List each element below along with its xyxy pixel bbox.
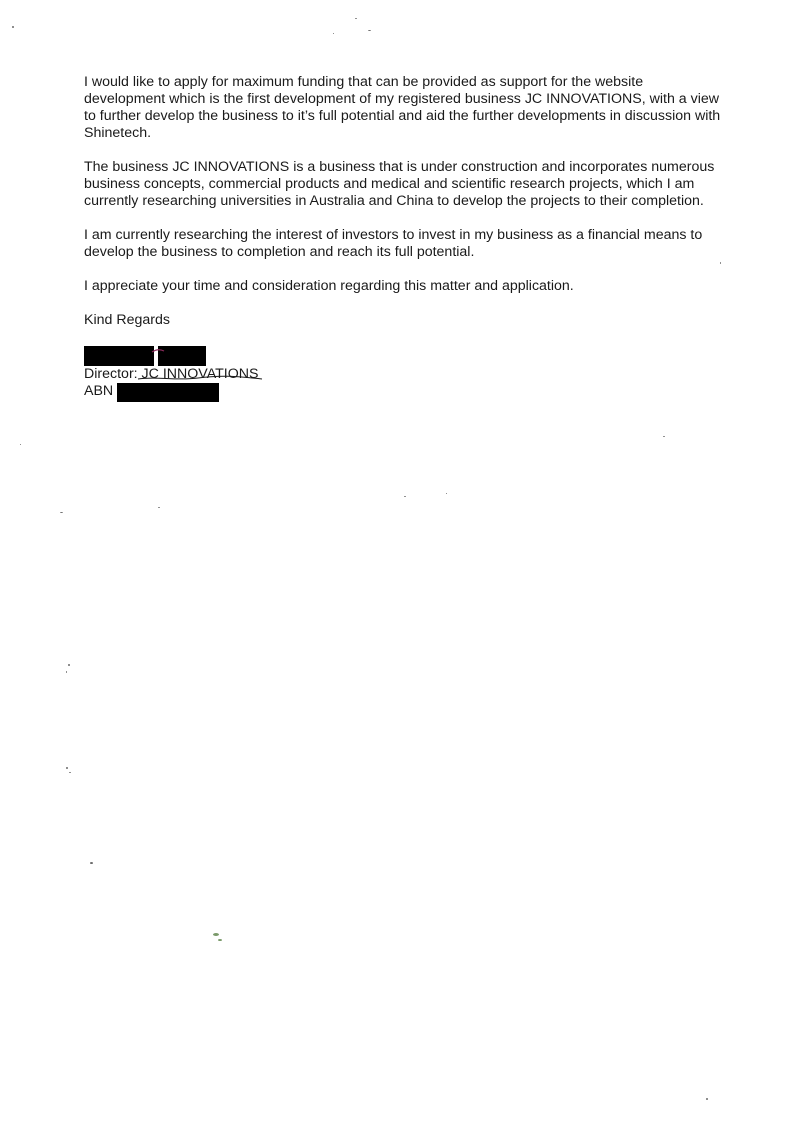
- scan-speck: [333, 33, 334, 34]
- scan-speck: [69, 772, 71, 773]
- letter-body: [84, 74, 724, 400]
- scan-speck: [720, 262, 721, 264]
- scan-speck: [60, 512, 63, 513]
- paragraph-business-description: The business JC INNOVATIONS is a business that is under construction and incorporates numerous business concepts, commercial products and medical and scientific research projects, which I am currently researching universities in Australia and China to develop the projects to their completion.: [84, 159, 715, 209]
- scan-speck: [90, 862, 93, 864]
- scan-speck: [66, 671, 67, 673]
- scan-speck: [218, 939, 222, 941]
- scan-speck: [20, 444, 21, 445]
- redaction-first-name: [84, 346, 154, 366]
- signatory-title-line: [84, 366, 724, 383]
- signatory-title: Director: JC INNOVATIONS: [84, 366, 259, 382]
- scan-speck: [12, 26, 14, 28]
- abn-label: ABN: [84, 383, 114, 399]
- redaction-abn-number: [117, 383, 219, 402]
- paragraph-investors: I am currently researching the interest of investors to invest in my business as a financial means to develop the business to completion and reach its full potential.: [84, 227, 703, 260]
- paragraph-appreciation: I appreciate your time and consideration regarding this matter and application.: [84, 278, 574, 294]
- closing-salutation: Kind Regards: [84, 312, 170, 328]
- signature-block: [84, 346, 724, 400]
- scan-speck: [213, 933, 219, 936]
- scan-speck: [66, 767, 68, 769]
- pen-mark-icon: [150, 346, 166, 356]
- scan-speck: [706, 1098, 708, 1100]
- scan-speck: [355, 18, 357, 19]
- scan-speck: [158, 507, 160, 508]
- scan-speck: [404, 496, 406, 497]
- scan-speck: [446, 493, 447, 494]
- redacted-name-row: [84, 346, 724, 366]
- scan-speck: [68, 664, 70, 666]
- abn-line: [84, 383, 724, 400]
- paragraph-funding-request: I would like to apply for maximum funding that can be provided as support for the website development which is the first development of my registered business JC INNOVATIONS, with a view to further develop the business to it’s full potential and aid the further developments in discussion with Shinetech.: [84, 74, 721, 141]
- scan-speck: [663, 436, 665, 437]
- scan-speck: [368, 30, 371, 31]
